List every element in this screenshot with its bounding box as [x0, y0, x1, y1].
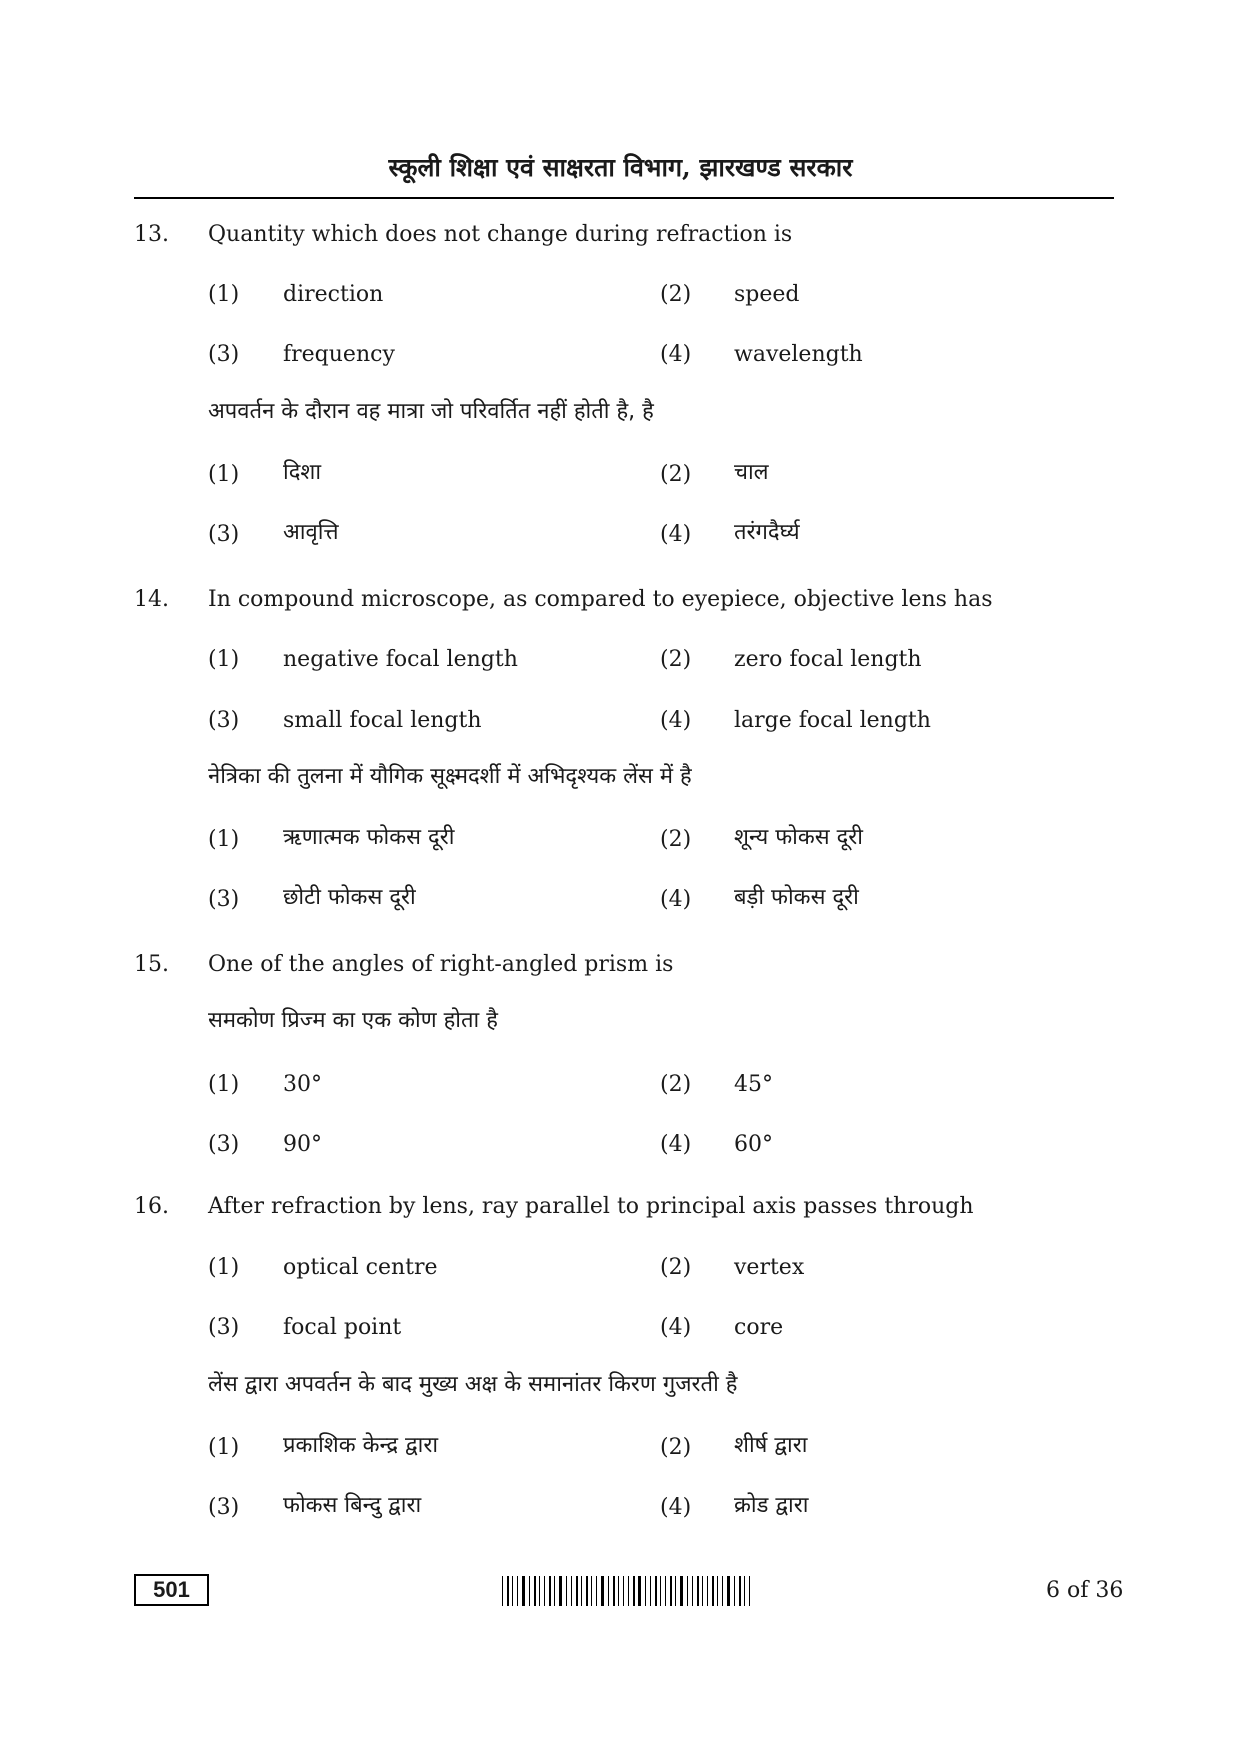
option-text: ऋणात्मक फोकस दूरी [283, 825, 455, 850]
barcode-bar [554, 1576, 555, 1606]
option-number: (3) [208, 1132, 240, 1157]
barcode-gap [625, 1576, 627, 1606]
barcode-bar [628, 1576, 629, 1606]
option-number: (1) [208, 1435, 240, 1460]
barcode-bar [586, 1576, 588, 1606]
barcode-bar [650, 1576, 651, 1606]
option-text: direction [283, 282, 384, 307]
barcode-bar [645, 1576, 646, 1606]
barcode-gap [579, 1576, 580, 1606]
barcode-bar [633, 1576, 635, 1606]
barcode-gap [546, 1576, 548, 1606]
barcode-bar [734, 1576, 735, 1606]
barcode-bar [517, 1576, 518, 1606]
page-header-title: स्कूली शिक्षा एवं साक्षरता विभाग, झारखण्ड सरकार [388, 153, 853, 182]
barcode-gap [677, 1576, 679, 1606]
barcode-gap [510, 1576, 511, 1606]
barcode-gap [610, 1576, 612, 1606]
barcode-gap [700, 1576, 701, 1606]
option-number: (2) [660, 1435, 692, 1460]
option-text: 45° [734, 1072, 773, 1097]
barcode-gap [519, 1576, 521, 1606]
barcode-bar [534, 1576, 536, 1606]
barcode-gap [731, 1576, 733, 1606]
barcode-bar [739, 1576, 741, 1606]
barcode-bar [744, 1576, 745, 1606]
option-text: focal point [283, 1315, 402, 1340]
barcode-gap [724, 1576, 726, 1606]
option-number: (1) [208, 462, 240, 487]
option-text: large focal length [734, 708, 931, 733]
option-number: (1) [208, 1072, 240, 1097]
option-number: (2) [660, 647, 692, 672]
question-number: 14. [134, 587, 169, 612]
barcode-bar [618, 1576, 619, 1606]
barcode-gap [704, 1576, 706, 1606]
option-number: (2) [660, 1255, 692, 1280]
question-text-hi: लेंस द्वारा अपवर्तन के बाद मुख्य अक्ष के समानांतर किरण गुजरती है [208, 1372, 738, 1397]
option-text: चाल [734, 460, 769, 485]
option-number: (3) [208, 708, 240, 733]
barcode-gap [583, 1576, 585, 1606]
option-text: 30° [283, 1072, 322, 1097]
barcode-gap [598, 1576, 600, 1606]
barcode-bar [675, 1576, 676, 1606]
option-number: (3) [208, 1495, 240, 1520]
barcode-gap [630, 1576, 632, 1606]
barcode-bar [507, 1576, 509, 1606]
barcode-bar [660, 1576, 661, 1606]
option-text: 90° [283, 1132, 322, 1157]
barcode-gap [751, 1576, 753, 1606]
option-number: (2) [660, 462, 692, 487]
barcode-bar [692, 1576, 693, 1606]
barcode-bar [566, 1576, 567, 1606]
option-text: 60° [734, 1132, 773, 1157]
option-number: (4) [660, 887, 692, 912]
page-number: 6 of 36 [1046, 1578, 1124, 1603]
barcode-bar [638, 1576, 641, 1606]
option-text: क्रोड द्वारा [734, 1493, 809, 1518]
option-text: छोटी फोकस दूरी [283, 885, 416, 910]
barcode-bar [608, 1576, 609, 1606]
option-text: vertex [734, 1255, 805, 1280]
barcode-gap [684, 1576, 686, 1606]
barcode-bar [601, 1576, 604, 1606]
barcode-gap [746, 1576, 748, 1606]
option-text: शीर्ष द्वारा [734, 1433, 808, 1458]
barcode-gap [552, 1576, 553, 1606]
question-text-en: One of the angles of right-angled prism is [208, 952, 674, 977]
question-text-hi: अपवर्तन के दौरान वह मात्रा जो परिवर्तित नहीं होती है, है [208, 399, 654, 424]
option-text: optical centre [283, 1255, 438, 1280]
question-text-hi: समकोण प्रिज्म का एक कोण होता है [208, 1008, 498, 1033]
barcode-bar [522, 1576, 525, 1606]
question-text-en: After refraction by lens, ray parallel to principal axis passes through [208, 1194, 974, 1219]
barcode-bar [596, 1576, 597, 1606]
option-text: फोकस बिन्दु द्वारा [283, 1493, 422, 1518]
barcode-bar [697, 1576, 699, 1606]
question-text-hi: नेत्रिका की तुलना में यौगिक सूक्ष्मदर्शी में अभिदृश्यक लेंस में है [208, 764, 692, 789]
barcode-gap [658, 1576, 659, 1606]
barcode-bar [655, 1576, 657, 1606]
barcode-bar [512, 1576, 513, 1606]
option-number: (1) [208, 647, 240, 672]
barcode-gap [556, 1576, 558, 1606]
barcode-gap [616, 1576, 617, 1606]
option-text: core [734, 1315, 784, 1340]
question-text-en: Quantity which does not change during refraction is [208, 222, 793, 247]
question-number: 13. [134, 222, 169, 247]
barcode-bar [544, 1576, 545, 1606]
barcode-bar [665, 1576, 666, 1606]
option-number: (4) [660, 1495, 692, 1520]
barcode-gap [647, 1576, 649, 1606]
barcode-bar [687, 1576, 688, 1606]
barcode-gap [673, 1576, 674, 1606]
option-number: (4) [660, 1315, 692, 1340]
barcode-gap [605, 1576, 607, 1606]
barcode-bar [571, 1576, 572, 1606]
option-number: (4) [660, 1132, 692, 1157]
option-text: तरंगदैर्घ्य [734, 520, 800, 545]
option-text: शून्य फोकस दूरी [734, 825, 864, 850]
barcode-bar [680, 1576, 683, 1606]
barcode-bar [613, 1576, 615, 1606]
barcode-gap [541, 1576, 543, 1606]
option-number: (3) [208, 522, 240, 547]
option-number: (3) [208, 887, 240, 912]
question-number: 16. [134, 1194, 169, 1219]
option-number: (3) [208, 1315, 240, 1340]
question-number: 15. [134, 952, 169, 977]
barcode-bar [581, 1576, 582, 1606]
barcode-bar [670, 1576, 672, 1606]
barcode-bar [549, 1576, 551, 1606]
option-text: speed [734, 282, 800, 307]
barcode-bar [591, 1576, 592, 1606]
barcode-bar [502, 1576, 503, 1606]
barcode-gap [593, 1576, 595, 1606]
barcode-bar [623, 1576, 624, 1606]
header-rule [134, 197, 1114, 199]
barcode-gap [742, 1576, 743, 1606]
barcode-bar [529, 1576, 530, 1606]
option-text: दिशा [283, 460, 322, 485]
option-text: बड़ी फोकस दूरी [734, 885, 859, 910]
barcode-gap [736, 1576, 738, 1606]
barcode-gap [667, 1576, 669, 1606]
option-number: (2) [660, 1072, 692, 1097]
barcode-bar [576, 1576, 578, 1606]
option-text: wavelength [734, 342, 863, 367]
barcode-bar [712, 1576, 714, 1606]
option-text: small focal length [283, 708, 482, 733]
option-number: (4) [660, 522, 692, 547]
barcode-gap [620, 1576, 622, 1606]
barcode-gap [662, 1576, 664, 1606]
paper-code-box: 501 [134, 1574, 209, 1606]
option-text: frequency [283, 342, 395, 367]
barcode-bar [727, 1576, 730, 1606]
barcode-gap [715, 1576, 716, 1606]
barcode-gap [563, 1576, 565, 1606]
barcode-image [502, 1576, 754, 1606]
option-text: negative focal length [283, 647, 518, 672]
option-number: (4) [660, 708, 692, 733]
barcode-gap [642, 1576, 644, 1606]
barcode-bar [559, 1576, 562, 1606]
option-number: (2) [660, 827, 692, 852]
barcode-gap [573, 1576, 575, 1606]
barcode-gap [531, 1576, 533, 1606]
barcode-bar [749, 1576, 750, 1606]
barcode-bar [539, 1576, 540, 1606]
barcode-gap [689, 1576, 691, 1606]
option-number: (3) [208, 342, 240, 367]
barcode-gap [652, 1576, 654, 1606]
barcode-gap [694, 1576, 696, 1606]
barcode-gap [537, 1576, 538, 1606]
barcode-gap [526, 1576, 528, 1606]
option-number: (1) [208, 282, 240, 307]
barcode-bar [722, 1576, 723, 1606]
barcode-gap [636, 1576, 637, 1606]
option-text: zero focal length [734, 647, 922, 672]
barcode-bar [717, 1576, 718, 1606]
barcode-gap [709, 1576, 711, 1606]
barcode-gap [589, 1576, 590, 1606]
barcode-gap [504, 1576, 506, 1606]
barcode-gap [568, 1576, 570, 1606]
option-number: (1) [208, 827, 240, 852]
barcode-bar [702, 1576, 703, 1606]
barcode-gap [514, 1576, 516, 1606]
option-number: (1) [208, 1255, 240, 1280]
option-text: प्रकाशिक केन्द्र द्वारा [283, 1433, 439, 1458]
question-text-en: In compound microscope, as compared to eyepiece, objective lens has [208, 587, 993, 612]
option-number: (2) [660, 282, 692, 307]
barcode-bar [707, 1576, 708, 1606]
option-number: (4) [660, 342, 692, 367]
barcode-gap [719, 1576, 721, 1606]
option-text: आवृत्ति [283, 520, 339, 545]
